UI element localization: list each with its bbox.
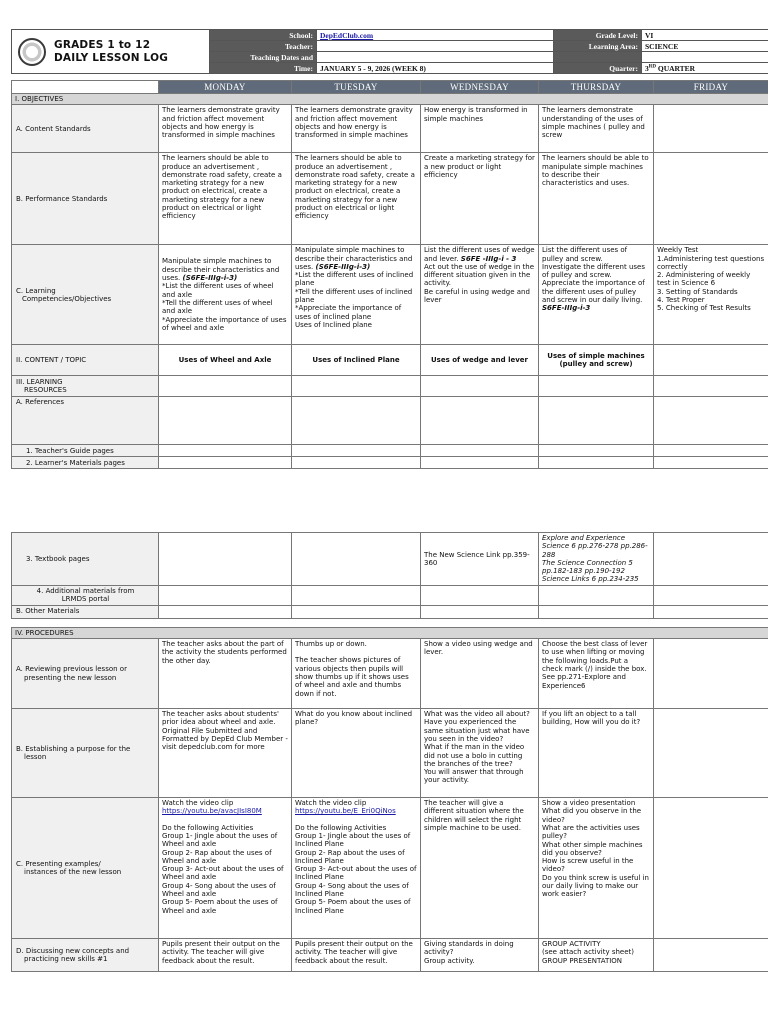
- quarter-text: QUARTER: [655, 63, 696, 73]
- discuss-mon: Pupils present their output on the activity. The teacher will give feedback about the result.: [159, 939, 292, 972]
- learning-area-label: Learning Area:: [554, 41, 642, 52]
- discuss-tue: Pupils present their output on the activity. The teacher will give feedback about the result.: [292, 939, 421, 972]
- topic-thu: Uses of simple machines (pulley and screw): [539, 345, 654, 376]
- textbook-thu-1: Explore and Experience Science 6 pp.276-278 pp.286-288: [542, 534, 648, 559]
- examples-tue-2: Do the following Activities: [295, 823, 387, 832]
- additional-label-1: 4. Additional materials from: [36, 586, 135, 595]
- lm-fri: [654, 457, 768, 469]
- examples-thu-3: What are the activities uses pulley?: [542, 823, 640, 841]
- examples-mon-3: Group 1- Jingle about the uses of Wheel and axle: [162, 831, 278, 849]
- competencies-thu: [539, 245, 654, 345]
- comp-thu-code: S6FE-IIIg-i-3: [542, 304, 591, 313]
- textbook-thu-2: The Science Connection 5 pp.182-183 pp.190-192: [542, 558, 633, 576]
- references-label: A. References: [12, 397, 159, 445]
- other-fri: [654, 605, 768, 618]
- examples-mon-6: Group 4- Song about the uses of Wheel and axle: [162, 881, 276, 899]
- school-value-link[interactable]: DepEdClub.com: [317, 30, 554, 41]
- comp-tue-line-4: *Appreciate the importance of uses of inclined plane: [295, 304, 402, 321]
- competencies-label: [12, 245, 159, 345]
- tg-pages-row: [12, 445, 768, 457]
- purpose-wed-4: You will answer that through your activity.: [424, 768, 524, 785]
- performance-standards-wed: Create a marketing strategy for a new product or light efficiency: [421, 153, 539, 245]
- textbook-mon: [159, 533, 292, 586]
- purpose-wed-3: What if the man in the video did not use a bolo in cutting the branches of the tree?: [424, 743, 525, 768]
- quarter-value: [642, 63, 768, 74]
- content-standards-thu: The learners demonstrate understanding of the uses of simple machines ( pulley and screw: [539, 105, 654, 153]
- topic-mon: Uses of Wheel and Axle: [159, 345, 292, 376]
- performance-standards-label: B. Performance Standards: [12, 153, 159, 245]
- performance-standards-tue: The learners should be able to produce an advertisement , demonstrate road safety, create a marketing strategy for a new product on electrical, create a marketing strategy for a new product on electrical or light efficiency: [292, 153, 421, 245]
- teaching-dates-label-1: Teaching Dates and: [210, 52, 317, 63]
- performance-standards-thu: The learners should be able to manipulate simple machines to describe their characteristics and uses.: [539, 153, 654, 245]
- examples-tue-gap: [295, 816, 417, 824]
- lm-thu: [539, 457, 654, 469]
- textbook-tue: [292, 533, 421, 586]
- discuss-wed-2: Group activity.: [424, 956, 475, 965]
- spacer-row: [12, 618, 768, 627]
- discuss-thu-3: GROUP PRESENTATION: [542, 956, 623, 965]
- examples-tue-1: Watch the video clip: [295, 799, 367, 808]
- competencies-mon: [159, 245, 292, 345]
- video-link-mon[interactable]: https://youtu.be/avacJIsI80M: [162, 807, 262, 816]
- day-wednesday: WEDNESDAY: [421, 81, 539, 94]
- content-standards-tue: The learners demonstrate gravity and friction affect movement objects and how energy is transformed in simple machines: [292, 105, 421, 153]
- comp-fri-line-6: 5. Checking of Test Results: [657, 304, 751, 313]
- purpose-thu: If you lift an object to a tall building, How will you do it?: [539, 709, 654, 798]
- examples-label-2: instances of the new lesson: [24, 868, 122, 877]
- discuss-fri: [654, 939, 768, 972]
- examples-tue-4: Group 2- Rap about the uses of Inclined Plane: [295, 848, 405, 865]
- purpose-label-2: lesson: [24, 753, 47, 762]
- day-header-row: [12, 81, 768, 94]
- comp-wed-line-1: [424, 246, 535, 263]
- review-tue-1: Thumbs up or down.: [295, 640, 367, 649]
- resources-tue: [292, 376, 421, 397]
- lm-wed: [421, 457, 539, 469]
- quarter-label: Quarter:: [554, 63, 642, 74]
- other-materials-row: [12, 605, 768, 618]
- references-wed: [421, 397, 539, 445]
- other-thu: [539, 605, 654, 618]
- examples-mon-gap: [162, 816, 288, 824]
- header-title-cell: [12, 30, 210, 74]
- discuss-wed-1: Giving standards in doing activity?: [424, 940, 514, 957]
- comp-fri-line-5: 4. Test Proper: [657, 296, 705, 305]
- resources-fri: [654, 376, 768, 397]
- performance-standards-mon: The learners should be able to produce an advertisement , demonstrate road safety, create a marketing strategy for a new product on electrical, create a marketing strategy for a new product on electrical or light efficiency: [159, 153, 292, 245]
- examples-fri: [654, 798, 768, 939]
- purpose-fri: [654, 709, 768, 798]
- comp-tue-line-5: Uses of Inclined plane: [295, 320, 372, 329]
- video-link-tue[interactable]: https://youtu.be/E_Eri0QiNos: [295, 807, 396, 816]
- purpose-wed-2: Have you experienced the same situation just what have you seen in the video?: [424, 718, 530, 743]
- lm-mon: [159, 457, 292, 469]
- quarter-number: 3: [645, 63, 649, 73]
- examples-mon: [159, 798, 292, 939]
- discuss-wed: [421, 939, 539, 972]
- comp-fri-line-3: 2. Administering of weekly test in Science 6: [657, 271, 751, 288]
- teacher-value: [317, 41, 554, 52]
- comp-tue-code: (S6FE-IIIg-i-3): [315, 262, 371, 271]
- review-tue-gap: [295, 648, 417, 656]
- purpose-mon: The teacher asks about students' prior idea about wheel and axle. Original File Submitted and Formatted by DepEd Club Member - visit depedclub.com for more: [159, 709, 292, 798]
- review-row: [12, 639, 768, 709]
- learning-resources-row: [12, 376, 768, 397]
- resources-thu: [539, 376, 654, 397]
- examples-tue-5: Group 3- Act-out about the uses of Inclined Plane: [295, 865, 417, 882]
- performance-standards-row: [12, 153, 768, 245]
- day-friday: FRIDAY: [654, 81, 768, 94]
- review-wed: Show a video using wedge and lever.: [421, 639, 539, 709]
- discuss-label-1: D. Discussing new concepts and: [16, 946, 130, 955]
- resources-wed: [421, 376, 539, 397]
- examples-mon-7: Group 5- Poem about the uses of Wheel and axle: [162, 898, 278, 915]
- textbook-label: 3. Textbook pages: [12, 533, 159, 586]
- discuss-row: [12, 939, 768, 972]
- examples-row: [12, 798, 768, 939]
- examples-thu-2: What did you observe in the video?: [542, 807, 642, 824]
- additional-wed: [421, 585, 539, 605]
- examples-label: [12, 798, 159, 939]
- review-label-2: presenting the new lesson: [24, 673, 117, 682]
- header-title: [54, 39, 168, 65]
- additional-thu: [539, 585, 654, 605]
- additional-mon: [159, 585, 292, 605]
- grade-level-value: VI: [642, 30, 768, 41]
- discuss-thu-2: (see attach activity sheet): [542, 948, 634, 957]
- comp-fri-line-2: 1.Administering test questions correctly: [657, 254, 765, 271]
- comp-mon-line-4: *Appreciate the importance of uses of wheel and axle: [162, 315, 287, 332]
- textbook-thu-3: Science Links 6 pp.234-235: [542, 575, 639, 584]
- learning-resources-label-2: RESOURCES: [24, 386, 67, 395]
- title-line-1: GRADES 1 to 12: [54, 38, 151, 51]
- deped-seal-icon: [18, 38, 46, 66]
- discuss-label: [12, 939, 159, 972]
- comp-mon-line-2: *List the different uses of wheel and axle: [162, 282, 274, 299]
- additional-fri: [654, 585, 768, 605]
- comp-wed-text: List the different uses of wedge and lever.: [424, 246, 535, 263]
- competencies-row: [12, 245, 768, 345]
- comp-tue-line-1: [295, 246, 417, 271]
- references-thu: [539, 397, 654, 445]
- other-wed: [421, 605, 539, 618]
- references-tue: [292, 397, 421, 445]
- additional-materials-row: [12, 585, 768, 605]
- competencies-label-1: C. Learning: [16, 286, 56, 295]
- examples-label-1: C. Presenting examples/: [16, 859, 101, 868]
- additional-tue: [292, 585, 421, 605]
- day-tuesday: TUESDAY: [292, 81, 421, 94]
- topic-wed: Uses of wedge and lever: [421, 345, 539, 376]
- tg-fri: [654, 445, 768, 457]
- quarter-spacer: [642, 52, 768, 63]
- content-standards-mon: The learners demonstrate gravity and friction affect movement objects and how energy is transformed in simple machines: [159, 105, 292, 153]
- discuss-label-2: practicing new skills #1: [24, 955, 108, 964]
- teaching-dates-blank: [317, 52, 554, 63]
- content-topic-row: [12, 345, 768, 376]
- purpose-row: [12, 709, 768, 798]
- lesson-log-table-2: [11, 532, 768, 972]
- procedures-heading: IV. PROCEDURES: [12, 627, 768, 638]
- header-table: [11, 29, 768, 74]
- spacer-cell: [12, 618, 768, 627]
- lm-pages-label: 2. Learner's Materials pages: [12, 457, 159, 469]
- comp-tue-line-2: *List the different uses of inclined plane: [295, 271, 414, 288]
- review-tue-2: The teacher shows pictures of various objects then pupils will show thumbs up if it shows uses of wheel and axle and thumbs down if not.: [295, 656, 409, 698]
- content-standards-row: [12, 105, 768, 153]
- content-standards-wed: How energy is transformed in simple machines: [421, 105, 539, 153]
- day-thursday: THURSDAY: [539, 81, 654, 94]
- other-mon: [159, 605, 292, 618]
- learning-resources-label-1: III. LEARNING: [16, 378, 63, 386]
- review-thu: Choose the best class of lever to use when lifting or moving the following loads.Put a check mark (/) inside the box. See pp.271-Explore and Experience6: [539, 639, 654, 709]
- teaching-dates-label-2: Time:: [210, 63, 317, 74]
- review-label: [12, 639, 159, 709]
- textbook-fri: [654, 533, 768, 586]
- comp-mon-text: Manipulate simple machines to describe their characteristics and uses.: [162, 257, 280, 283]
- other-materials-label: B. Other Materials: [12, 605, 159, 618]
- tg-tue: [292, 445, 421, 457]
- references-row: [12, 397, 768, 445]
- objectives-row: [12, 94, 768, 105]
- objectives-heading: I. OBJECTIVES: [12, 94, 768, 105]
- comp-thu-line-3: [542, 279, 650, 312]
- performance-standards-fri: [654, 153, 768, 245]
- quarter-suffix: RD: [648, 64, 656, 69]
- review-label-1: A. Reviewing previous lesson or: [16, 665, 127, 674]
- review-tue: [292, 639, 421, 709]
- additional-label-2: LRMDS portal: [61, 595, 110, 604]
- tg-mon: [159, 445, 292, 457]
- corner-cell: [12, 81, 159, 94]
- quarter-label-spacer: [554, 52, 642, 63]
- textbook-row: [12, 533, 768, 586]
- teacher-label: Teacher:: [210, 41, 317, 52]
- comp-thu-text: Appreciate the importance of the different uses of pulley and screw in our daily living.: [542, 279, 645, 305]
- competencies-wed: [421, 245, 539, 345]
- procedures-row: [12, 627, 768, 638]
- competencies-fri: [654, 245, 768, 345]
- title-line-2: DAILY LESSON LOG: [54, 51, 169, 64]
- review-fri: [654, 639, 768, 709]
- purpose-label: [12, 709, 159, 798]
- textbook-thu: [539, 533, 654, 586]
- topic-fri: [654, 345, 768, 376]
- examples-mon-2: Do the following Activities: [162, 823, 254, 832]
- comp-mon-line-1: [162, 257, 288, 282]
- comp-wed-code: S6FE -IIIg-i - 3: [460, 254, 517, 263]
- purpose-tue: What do you know about inclined plane?: [292, 709, 421, 798]
- other-tue: [292, 605, 421, 618]
- lm-pages-row: [12, 457, 768, 469]
- examples-tue: [292, 798, 421, 939]
- comp-thu-line-1: List the different uses of pulley and screw.: [542, 246, 628, 263]
- lm-tue: [292, 457, 421, 469]
- comp-fri-line-1: Weekly Test: [657, 246, 699, 255]
- examples-tue-6: Group 4- Song about the uses of Inclined Plane: [295, 881, 409, 899]
- additional-materials-label: [12, 585, 159, 605]
- competencies-label-2: Competencies/Objectives: [22, 294, 112, 303]
- discuss-thu: [539, 939, 654, 972]
- resources-mon: [159, 376, 292, 397]
- teaching-dates-value: JANUARY 5 - 9, 2026 (WEEK 8): [317, 63, 554, 74]
- content-topic-label: II. CONTENT / TOPIC: [12, 345, 159, 376]
- comp-tue-text: Manipulate simple machines to describe their characteristics and uses.: [295, 246, 413, 271]
- review-mon: The teacher asks about the part of the activity the students performed the other day.: [159, 639, 292, 709]
- learning-resources-label: [12, 376, 159, 397]
- purpose-wed: [421, 709, 539, 798]
- comp-tue-line-3: *Tell the different uses of inclined plane: [295, 287, 413, 305]
- school-label: School:: [210, 30, 317, 41]
- comp-thu-line-2: Investigate the different uses of pulley and screw.: [542, 262, 646, 280]
- examples-thu-4: What other simple machines did you observe?: [542, 840, 643, 857]
- competencies-tue: [292, 245, 421, 345]
- references-fri: [654, 397, 768, 445]
- examples-mon-1: Watch the video clip: [162, 799, 234, 808]
- examples-thu-5: How is screw useful in the video?: [542, 857, 634, 874]
- lesson-log-table-1: [11, 80, 768, 469]
- purpose-label-1: B. Establishing a purpose for the: [16, 744, 131, 753]
- examples-wed: The teacher will give a different situation where the children will select the right simple machine to be used.: [421, 798, 539, 939]
- textbook-wed: The New Science Link pp.359-360: [421, 533, 539, 586]
- topic-tue: Uses of Inclined Plane: [292, 345, 421, 376]
- examples-tue-7: Group 5- Poem about the uses of Inclined Plane: [295, 898, 411, 915]
- comp-mon-line-3: *Tell the different uses of wheel and axle: [162, 298, 273, 316]
- examples-thu-6: Do you think screw is useful in our daily living to make our work easier?: [542, 873, 649, 899]
- day-monday: MONDAY: [159, 81, 292, 94]
- examples-thu-1: Show a video presentation: [542, 799, 636, 808]
- learning-area-value: SCIENCE: [642, 41, 768, 52]
- tg-wed: [421, 445, 539, 457]
- comp-wed-line-3: Be careful in using wedge and lever: [424, 287, 530, 305]
- grade-level-label: Grade Level:: [554, 30, 642, 41]
- examples-tue-3: Group 1- Jingle about the uses of Inclined Plane: [295, 831, 411, 849]
- comp-fri-line-4: 3. Setting of Standards: [657, 287, 738, 296]
- examples-mon-4: Group 2- Rap about the uses of Wheel and axle: [162, 848, 272, 865]
- comp-wed-line-2: Act out the use of wedge in the different situation given in the activity.: [424, 262, 535, 288]
- references-mon: [159, 397, 292, 445]
- discuss-thu-1: GROUP ACTIVITY: [542, 940, 601, 949]
- examples-mon-5: Group 3- Act-out about the uses of Wheel and axle: [162, 865, 284, 882]
- purpose-wed-1: What was the video all about?: [424, 710, 530, 719]
- examples-thu: [539, 798, 654, 939]
- tg-thu: [539, 445, 654, 457]
- content-standards-fri: [654, 105, 768, 153]
- content-standards-label: A. Content Standards: [12, 105, 159, 153]
- comp-mon-code: (S6FE-IIIg-i-3): [182, 274, 238, 283]
- tg-pages-label: 1. Teacher's Guide pages: [12, 445, 159, 457]
